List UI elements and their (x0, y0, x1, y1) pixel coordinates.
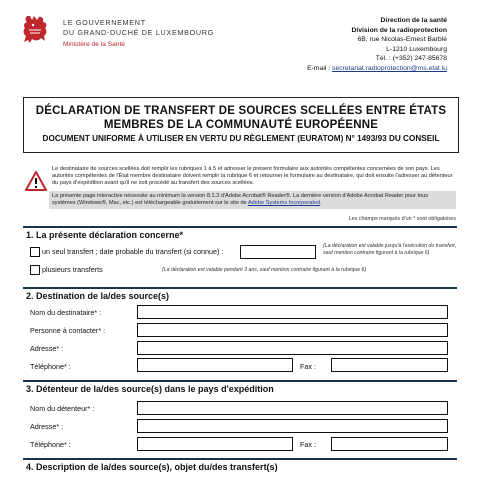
title-subtitle: DOCUMENT UNIFORME À UTILISER EN VERTU DU RÈGLEMENT (EURATOM) N° 1493/93 DU CONSEIL (42, 134, 440, 143)
recipient-address-field[interactable] (137, 341, 448, 355)
luxembourg-lion-logo (18, 12, 52, 46)
email-label: E-mail : (307, 64, 333, 72)
recipient-name-label: Nom du destinataire* : (30, 308, 102, 317)
recipient-fax-field[interactable] (331, 358, 448, 372)
holder-fax-label: Fax : (300, 440, 316, 449)
mandatory-fields-note: Les champs marqués d'un * sont obligatoires (348, 216, 456, 222)
section3-rule (23, 380, 457, 382)
section4-rule (23, 458, 457, 460)
address-line2: L-1210 Luxembourg (386, 45, 447, 53)
form-title-box (23, 97, 459, 153)
title-line2: MEMBRES DE LA COMMUNAUTÉ EUROPÉENNE (103, 119, 379, 131)
contact-block (307, 16, 447, 74)
recipient-phone-field[interactable] (137, 358, 293, 372)
section1-title: 1. La présente déclaration concerne* (26, 230, 184, 240)
contact-person-label: Personne à contacter* : (30, 326, 106, 335)
division-name: Division de la radioprotection (351, 26, 447, 34)
recipient-phone-label: Téléphone* : (30, 362, 71, 371)
holder-address-field[interactable] (137, 419, 448, 433)
transfer-date-field[interactable] (240, 245, 316, 259)
government-wordmark (63, 18, 214, 50)
multiple-transfers-checkbox[interactable] (30, 265, 40, 275)
instructions-text: Le destinataire de sources scellées doit remplir les rubriques 1 à 5 et adresser le présent formulaire aux autorités compétentes concernées de son pays. Les autorités compétentes de l'État membre destinataire doivent remplir la rubrique 6 et retourner le formulaire au destinataire, qui doit ensuite l'adresser au détenteur du pays d'expédition avant qu'il ne soit procédé au transfert des sources scellées. (52, 166, 453, 187)
ministry-name: Ministère de la Santé (63, 41, 125, 48)
acrobat-notice: La présente page interactive nécessite au minimum la version 8.1.3 d'Adobe Acrobat® Reader®. La dernière version d'Adobe Acrobat Reader pour tous systèmes (Windows®, Mac, etc.) est téléchargeable gratuitement sur le site de Adobe Systems Incorporated. (49, 191, 456, 209)
warning-icon (25, 171, 45, 191)
section3-title: 3. Détenteur de la/des source(s) dans le pays d'expédition (26, 384, 274, 394)
multiple-transfers-note: (La déclaration est valable pendant 3 ans, sauf mention contraire figurant à la rubrique 6) (162, 267, 367, 273)
address-line1: 6B, rue Nicolas-Ernest Barblé (357, 36, 447, 44)
gov-line1: LE GOUVERNEMENT (63, 18, 146, 27)
gov-line2: DU GRAND-DUCHÉ DE LUXEMBOURG (63, 28, 214, 37)
section2-rule (23, 287, 457, 289)
single-transfer-label: un seul transfert ; date probable du transfert (si connue) : (42, 247, 224, 256)
holder-phone-label: Téléphone* : (30, 440, 71, 449)
adobe-link[interactable]: Adobe Systems Incorporated (247, 199, 321, 206)
section2-title: 2. Destination de la/des source(s) (26, 291, 170, 301)
holder-fax-field[interactable] (331, 437, 448, 451)
section1-rule (23, 226, 457, 228)
recipient-address-label: Adresse* : (30, 344, 64, 353)
recipient-fax-label: Fax : (300, 362, 316, 371)
title-line1: DÉCLARATION DE TRANSFERT DE SOURCES SCELLÉES ENTRE ÉTATS (35, 105, 447, 117)
recipient-name-field[interactable] (137, 305, 448, 319)
holder-address-label: Adresse* : (30, 422, 64, 431)
instructions (52, 166, 456, 212)
single-transfer-checkbox[interactable] (30, 247, 40, 257)
email-link[interactable]: secretariat.radioprotection@ms.etat.lu (332, 64, 447, 72)
multiple-transfers-label: plusieurs transferts (42, 265, 103, 274)
contact-person-field[interactable] (137, 323, 448, 337)
direction-name: Direction de la santé (380, 17, 447, 24)
single-transfer-note: (La déclaration est valable jusqu'à l'exécution du transfert, sauf mention contraire figurant à la rubrique 6) (323, 243, 457, 256)
section4-title: 4. Description de la/des source(s), objet du/des transfert(s) (26, 462, 278, 472)
holder-name-label: Nom du détenteur* : (30, 404, 95, 413)
holder-phone-field[interactable] (137, 437, 293, 451)
holder-name-field[interactable] (137, 401, 448, 415)
telephone: Tél. : (+352) 247-85678 (375, 55, 447, 63)
